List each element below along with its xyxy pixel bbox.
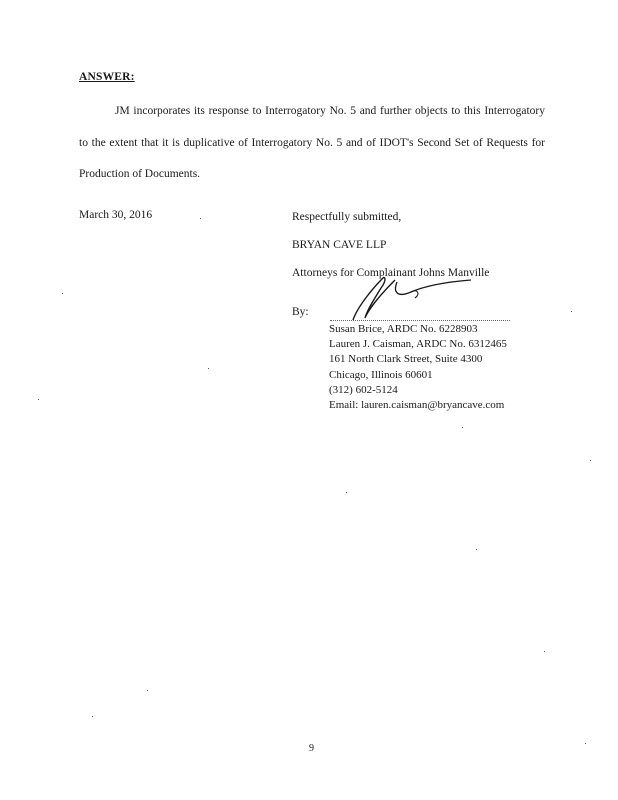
answer-heading: ANSWER: [79, 71, 135, 83]
scan-speck [346, 492, 347, 493]
firm-name: BRYAN CAVE LLP [292, 239, 387, 251]
scan-speck [571, 311, 572, 312]
answer-paragraph [79, 96, 545, 191]
handwritten-signature-icon [325, 268, 475, 328]
contact-line: Chicago, Illinois 60601 [329, 368, 433, 381]
contact-line: Susan Brice, ARDC No. 6228903 [329, 323, 478, 335]
by-label: By: [292, 306, 309, 318]
scan-speck [590, 460, 591, 461]
scan-speck [585, 743, 586, 744]
attorneys-for: Attorneys for Complainant Johns Manville [292, 267, 490, 279]
contact-line: 161 North Clark Street, Suite 4300 [329, 353, 483, 366]
scan-speck [92, 716, 93, 717]
closing-text: Respectfully submitted, [292, 211, 402, 223]
signature-date: March 30, 2016 [79, 209, 153, 221]
scan-speck [62, 293, 63, 294]
scan-speck [208, 368, 209, 369]
scan-speck [544, 651, 545, 652]
contact-line: (312) 602-5124 [329, 383, 398, 396]
scan-speck [462, 427, 463, 428]
scan-speck [147, 690, 148, 691]
scan-speck [476, 549, 477, 550]
contact-line: Lauren J. Caisman, ARDC No. 6312465 [329, 338, 507, 351]
answer-text: JM incorporates its response to Interrogatory No. 5 and further objects to this Interrogatory to the extent that it is duplicative of Interrogatory No. 5 and of IDOT's Second Set of Requests for Production of Documents. [79, 105, 545, 180]
scan-speck [200, 218, 201, 219]
page-number: 9 [309, 743, 314, 754]
scan-speck [38, 399, 39, 400]
contact-email: Email: lauren.caisman@bryancave.com [329, 399, 505, 412]
attorney-contact-block [329, 322, 507, 413]
